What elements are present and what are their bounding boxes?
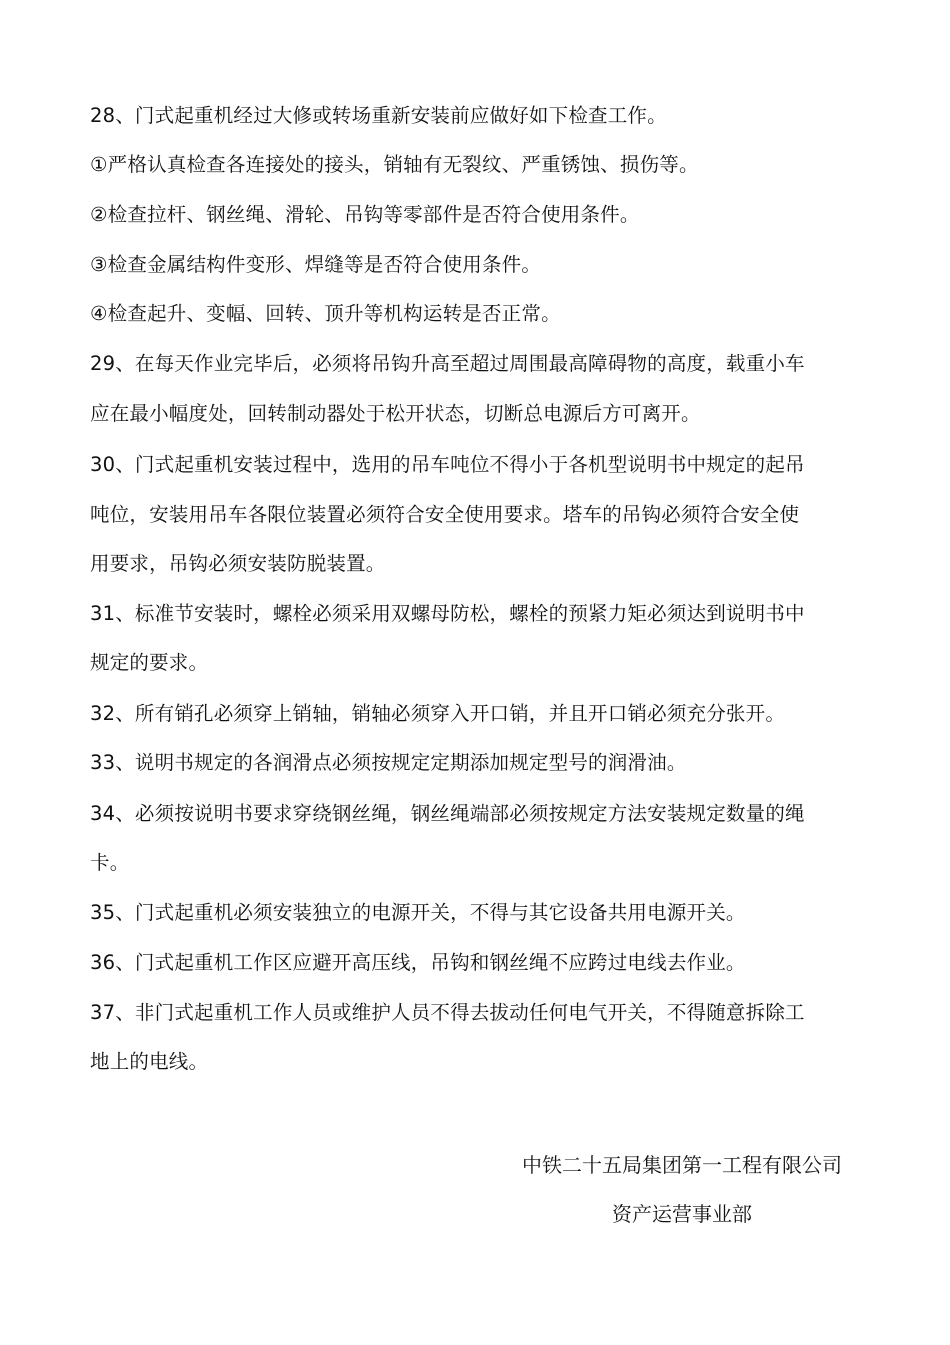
- text-line: 32、所有销孔必须穿上销轴，销轴必须穿入开口销，并且开口销必须充分张开。: [90, 702, 786, 725]
- text-line: 37、非门式起重机工作人员或维护人员不得去拔动任何电气开关，不得随意拆除工: [90, 1001, 805, 1024]
- text-line: ④检查起升、变幅、回转、顶升等机构运转是否正常。: [90, 302, 561, 325]
- text-line: 29、在每天作业完毕后，必须将吊钩升高至超过周围最高障碍物的高度，载重小车: [90, 352, 805, 375]
- text-line: 30、门式起重机安装过程中，选用的吊车吨位不得小于各机型说明书中规定的起吊: [90, 453, 805, 476]
- text-line: ②检查拉杆、钢丝绳、滑轮、吊钩等零部件是否符合使用条件。: [90, 203, 640, 226]
- signature-department: 资产运营事业部: [612, 1202, 752, 1226]
- text-line: 卡。: [90, 851, 130, 874]
- text-line: 31、标准节安装时，螺栓必须采用双螺母防松，螺栓的预紧力矩必须达到说明书中: [90, 602, 805, 625]
- text-line: 地上的电线。: [90, 1050, 209, 1073]
- text-line: ①严格认真检查各连接处的接头，销轴有无裂纹、严重锈蚀、损伤等。: [90, 153, 699, 176]
- text-line: ③检查金属结构件变形、焊缝等是否符合使用条件。: [90, 253, 542, 276]
- signature-company: 中铁二十五局集团第一工程有限公司: [522, 1153, 842, 1177]
- text-line: 36、门式起重机工作区应避开高压线，吊钩和钢丝绳不应跨过电线去作业。: [90, 951, 746, 974]
- text-line: 规定的要求。: [90, 651, 209, 674]
- text-line: 33、说明书规定的各润滑点必须按规定定期添加规定型号的润滑油。: [90, 751, 687, 774]
- text-line: 用要求，吊钩必须安装防脱装置。: [90, 552, 386, 575]
- text-line: 35、门式起重机必须安装独立的电源开关，不得与其它设备共用电源开关。: [90, 901, 746, 924]
- text-line: 34、必须按说明书要求穿绕钢丝绳，钢丝绳端部必须按规定方法安装规定数量的绳: [90, 802, 805, 825]
- text-line: 应在最小幅度处，回转制动器处于松开状态，切断总电源后方可离开。: [90, 402, 701, 425]
- text-line: 吨位，安装用吊车各限位装置必须符合安全使用要求。塔车的吊钩必须符合安全使: [90, 503, 800, 526]
- text-line: 28、门式起重机经过大修或转场重新安装前应做好如下检查工作。: [90, 104, 667, 127]
